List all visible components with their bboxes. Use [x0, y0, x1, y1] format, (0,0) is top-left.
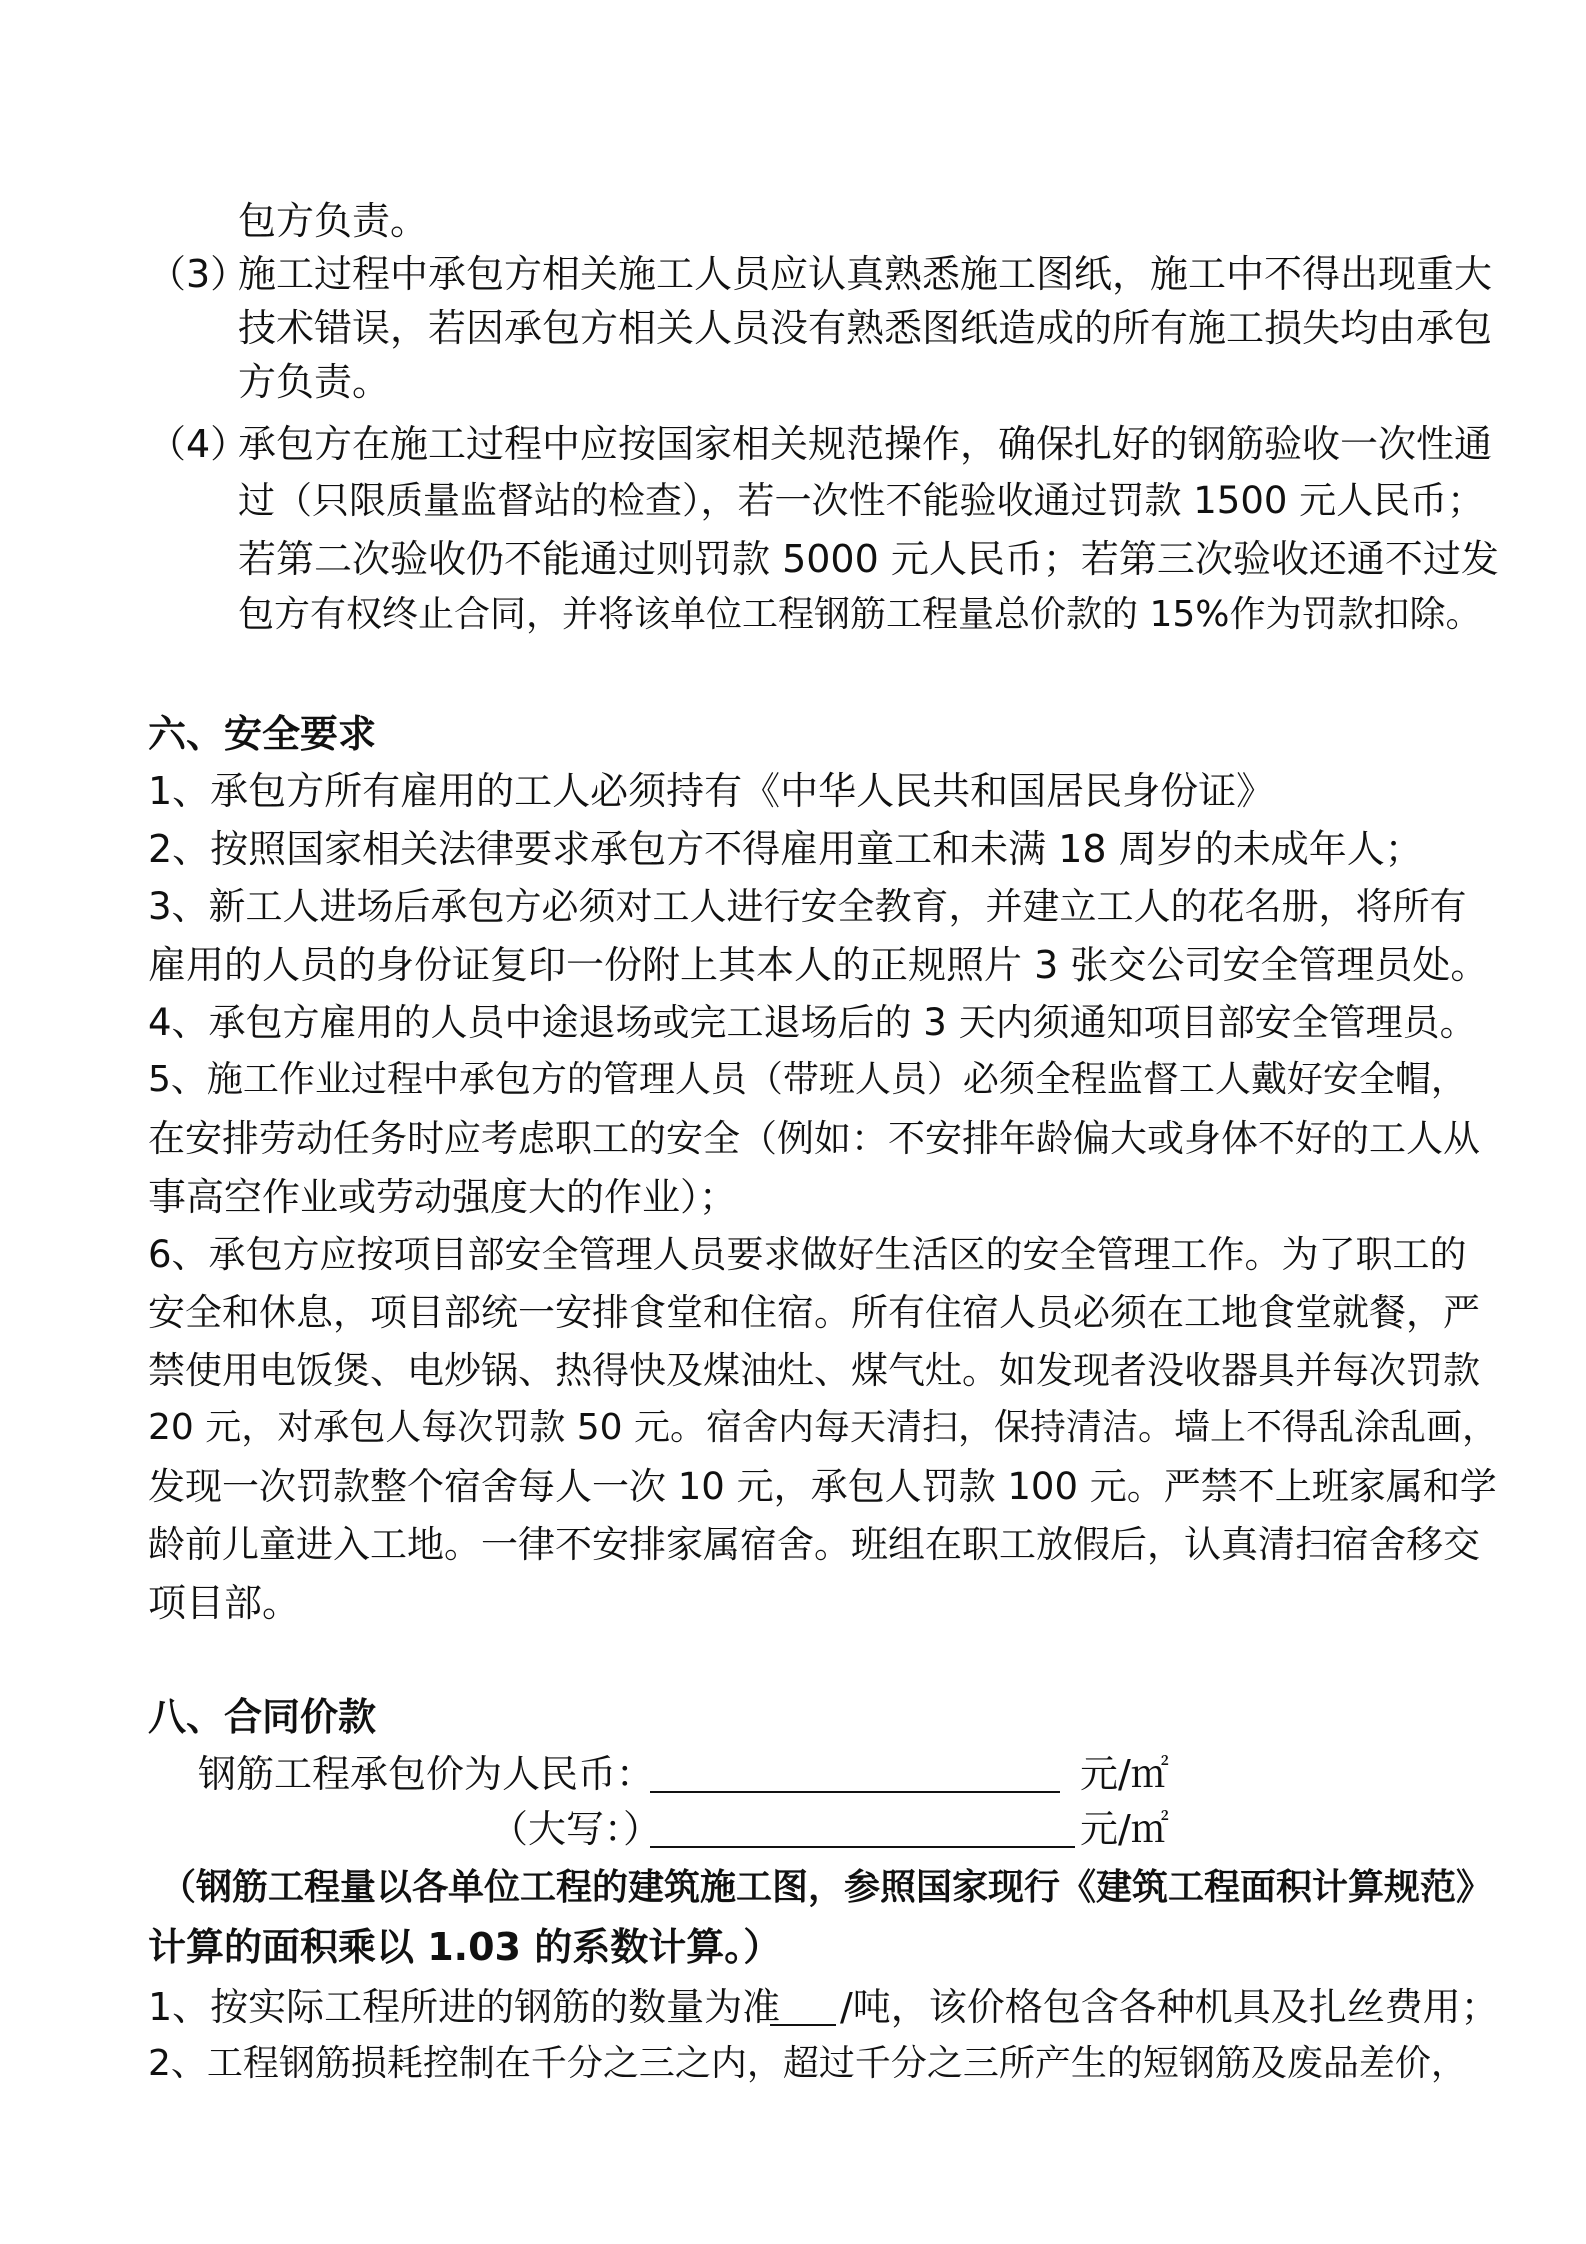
section-6-line-12: 20 元，对承包人每次罚款 50 元。宿舍内每天清扫，保持清洁。墙上不得乱涂乱画， — [148, 1407, 1498, 1448]
capital-unit: 元/㎡ — [1080, 1807, 1169, 1851]
section-6-line-13: 发现一次罚款整个宿舍每人一次 10 元，承包人罚款 100 元。严禁不上班家属和学 — [148, 1465, 1497, 1508]
capital-blank-underline[interactable] — [650, 1810, 1075, 1848]
section-8-heading: 八、合同价款 — [148, 1695, 377, 1739]
section-6-heading: 六、安全要求 — [148, 712, 377, 756]
item4-line-1: 承包方在施工过程中应按国家相关规范操作，确保扎好的钢筋验收一次性通 — [238, 422, 1493, 466]
capital-label: （大写：） — [490, 1807, 662, 1851]
section-8-item2-line: 2、工程钢筋损耗控制在千分之三之内，超过千分之三所产生的短钢筋及废品差价， — [148, 2043, 1467, 2084]
tonnage-blank-underline[interactable] — [770, 1988, 836, 2026]
section-6-line-4: 雇用的人员的身份证复印一份附上其本人的正规照片 3 张交公司安全管理员处。 — [148, 943, 1489, 987]
item4-number: （4） — [148, 422, 249, 466]
item4-line-3: 若第二次验收仍不能通过则罚款 5000 元人民币；若第三次验收还通不过发 — [238, 537, 1499, 581]
section-6-line-7: 在安排劳动任务时应考虑职工的安全（例如：不安排年龄偏大或身体不好的工人从 — [148, 1117, 1480, 1160]
note-line-1: （钢筋工程量以各单位工程的建筑施工图，参照国家现行《建筑工程面积计算规范》 — [160, 1867, 1493, 1908]
section-6-line-14: 龄前儿童进入工地。一律不安排家属宿舍。班组在职工放假后，认真清扫宿舍移交 — [148, 1523, 1480, 1566]
item3-line-1: 施工过程中承包方相关施工人员应认真熟悉施工图纸，施工中不得出现重大 — [238, 252, 1493, 296]
item4-line-4: 包方有权终止合同，并将该单位工程钢筋工程量总价款的 15%作为罚款扣除。 — [238, 594, 1482, 635]
section-6-line-6: 5、施工作业过程中承包方的管理人员（带班人员）必须全程监督工人戴好安全帽， — [148, 1059, 1467, 1100]
section-6-line-8: 事高空作业或劳动强度大的作业）； — [148, 1175, 738, 1219]
price-blank[interactable] — [650, 1755, 1060, 1799]
note-line-2: 计算的面积乘以 1.03 的系数计算。） — [148, 1925, 782, 1969]
item4-line-2: 过（只限质量监督站的检查），若一次性不能验收通过罚款 1500 元人民币； — [238, 479, 1485, 522]
section-6-line-11: 禁使用电饭煲、电炒锅、热得快及煤油灶、煤气灶。如发现者没收器具并每次罚款 — [148, 1349, 1480, 1392]
item3-line-3: 方负责。 — [238, 360, 391, 404]
item3-number: （3） — [148, 252, 249, 296]
section-8-item1-suffix: /吨，该价格包含各种机具及扎丝费用； — [840, 1985, 1499, 2029]
section-6-line-2: 2、按照国家相关法律要求承包方不得雇用童工和未满 18 周岁的未成年人； — [148, 827, 1423, 871]
section-6-line-3: 3、新工人进场后承包方必须对工人进行安全教育，并建立工人的花名册，将所有 — [148, 885, 1467, 928]
item3-line-2: 技术错误，若因承包方相关人员没有熟悉图纸造成的所有施工损失均由承包 — [238, 306, 1493, 350]
section-6-line-5: 4、承包方雇用的人员中途退场或完工退场后的 3 天内须通知项目部安全管理员。 — [148, 1001, 1477, 1044]
section-6-line-10: 安全和休息，项目部统一安排食堂和住宿。所有住宿人员必须在工地食堂就餐，严 — [148, 1291, 1480, 1334]
item2-tail-line: 包方负责。 — [238, 199, 429, 243]
price-label: 钢筋工程承包价为人民币： — [198, 1752, 655, 1796]
price-unit: 元/㎡ — [1080, 1752, 1169, 1796]
tonnage-blank[interactable] — [770, 1988, 836, 2032]
capital-blank[interactable] — [650, 1810, 1075, 1854]
price-blank-underline[interactable] — [650, 1755, 1060, 1793]
section-6-line-9: 6、承包方应按项目部安全管理人员要求做好生活区的安全管理工作。为了职工的 — [148, 1233, 1467, 1276]
section-6-line-15: 项目部。 — [148, 1581, 301, 1625]
section-8-item1-prefix: 1、按实际工程所进的钢筋的数量为准 — [148, 1985, 781, 2029]
section-6-line-1: 1、承包方所有雇用的工人必须持有《中华人民共和国居民身份证》 — [148, 769, 1275, 813]
